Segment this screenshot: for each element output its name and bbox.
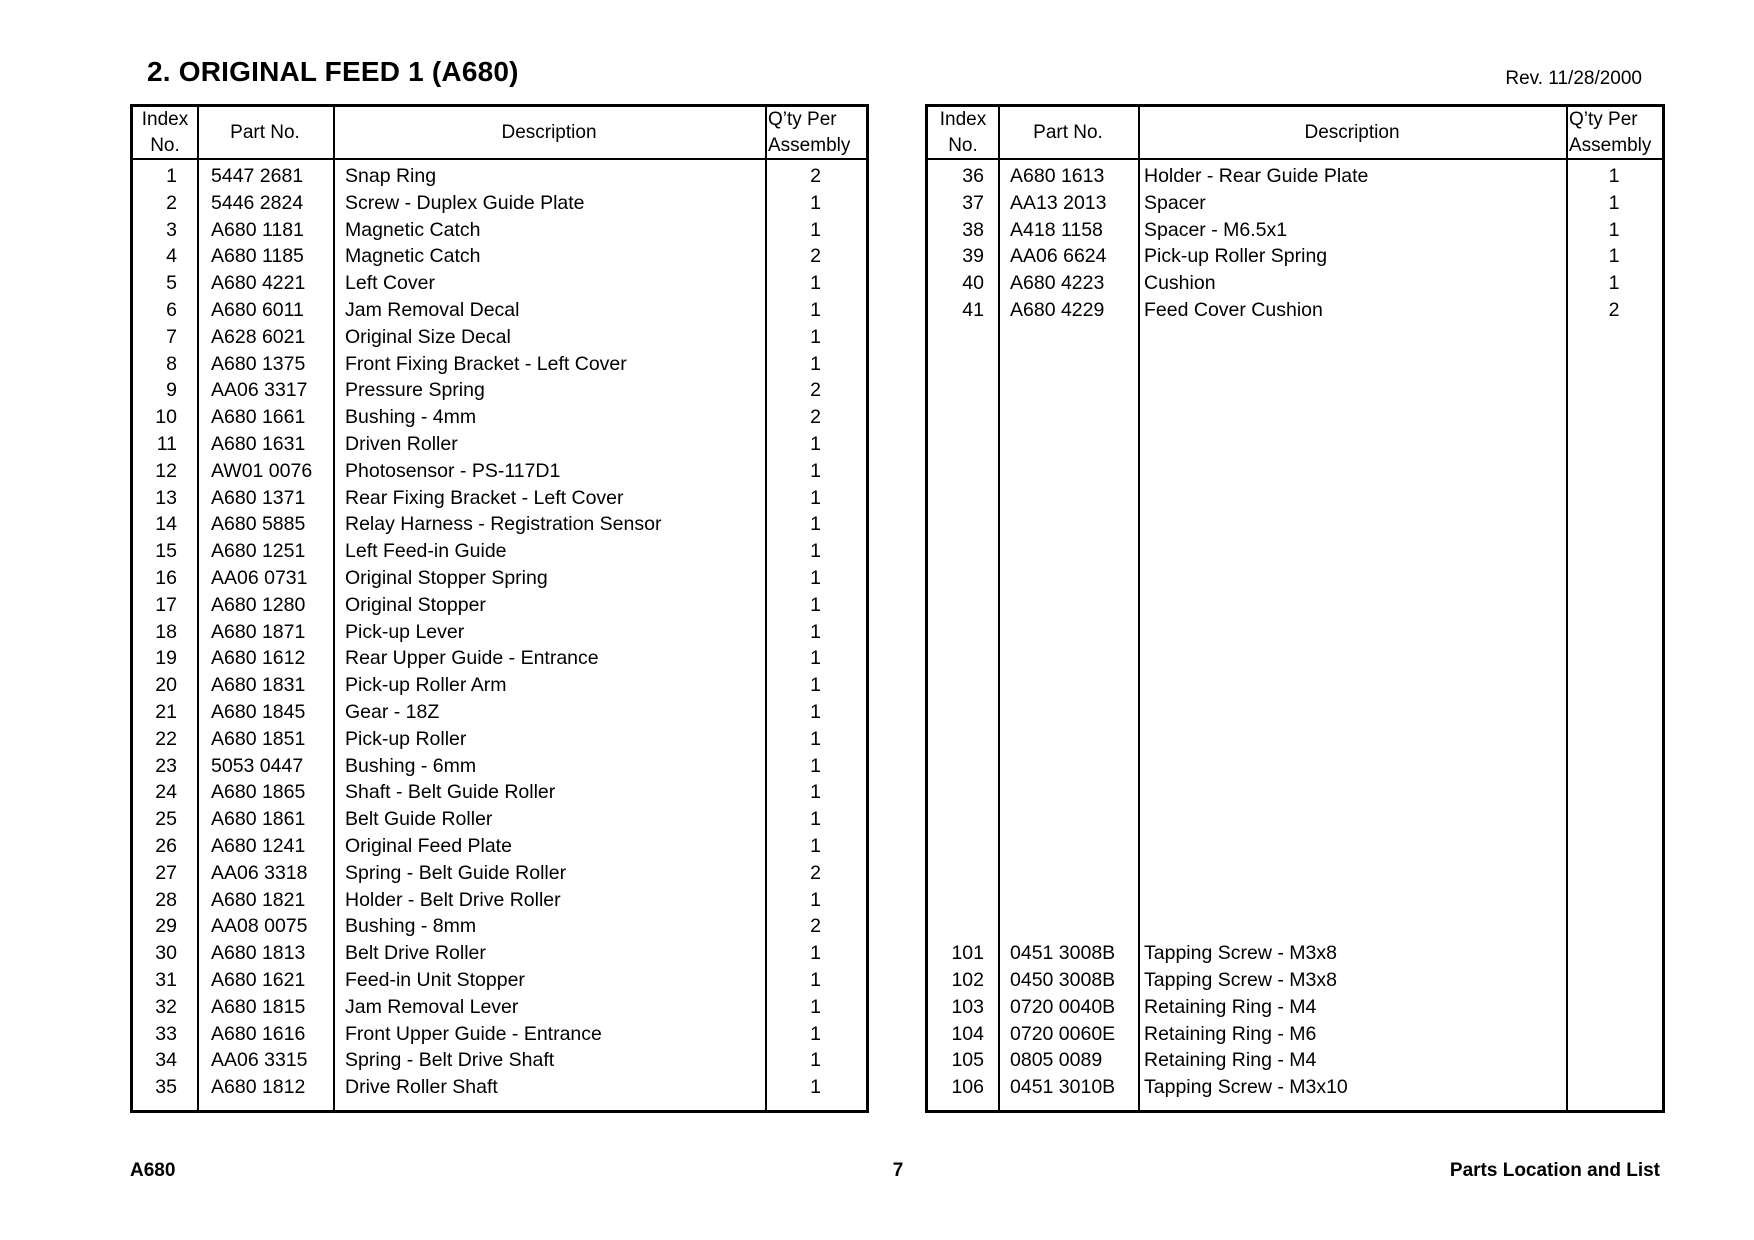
- table-row: [928, 967, 1662, 994]
- table-row: [133, 485, 866, 512]
- cell-part-no: A680 1812: [211, 1076, 306, 1099]
- cell-qty: 1: [810, 218, 821, 241]
- table-row: [133, 431, 866, 458]
- cell-description: Pressure Spring: [345, 379, 485, 402]
- empty-row: [928, 458, 1662, 485]
- table-row: [928, 163, 1662, 190]
- table-row: [133, 377, 866, 404]
- cell-part-no: 5447 2681: [211, 165, 304, 187]
- cell-index: 102: [951, 968, 984, 991]
- cell-index: 36: [962, 165, 984, 187]
- table-row: [928, 1047, 1662, 1074]
- table-row: [133, 1047, 866, 1074]
- empty-row: [928, 887, 1662, 914]
- cell-index: 26: [155, 834, 177, 857]
- cell-index: 35: [155, 1076, 177, 1099]
- parts-table-right: [925, 104, 1665, 1113]
- header-part-no: Part No.: [230, 121, 300, 143]
- cell-index: 20: [155, 674, 177, 697]
- table-row: [133, 940, 866, 967]
- header-qty: [765, 107, 866, 158]
- cell-index: 28: [155, 888, 177, 911]
- table-row: [133, 967, 866, 994]
- cell-index: 30: [155, 942, 177, 965]
- cell-part-no: A680 4229: [1010, 298, 1105, 321]
- cell-description: Drive Roller Shaft: [345, 1076, 498, 1099]
- cell-part-no: 0451 3010B: [1010, 1076, 1116, 1099]
- table-row: [133, 619, 866, 646]
- cell-part-no: A680 1861: [211, 808, 306, 831]
- table-row: [133, 592, 866, 619]
- cell-part-no: 0450 3008B: [1010, 968, 1116, 991]
- table-row: [133, 404, 866, 431]
- cell-part-no: A680 1815: [211, 995, 306, 1018]
- cell-part-no: A680 1181: [211, 218, 304, 241]
- cell-description: Tapping Screw - M3x10: [1144, 1076, 1348, 1099]
- cell-index: 39: [962, 245, 984, 268]
- cell-qty: 1: [810, 674, 821, 697]
- cell-part-no: 0451 3008B: [1010, 942, 1116, 965]
- empty-row: [928, 753, 1662, 780]
- cell-index: 7: [166, 325, 177, 348]
- cell-part-no: AA06 0731: [211, 566, 308, 589]
- cell-part-no: AA06 6624: [1010, 245, 1107, 268]
- table-row: [133, 324, 866, 351]
- empty-row: [928, 404, 1662, 431]
- footer-section: Parts Location and List: [1449, 1160, 1660, 1181]
- cell-description: Spring - Belt Drive Shaft: [345, 1049, 555, 1072]
- empty-row: [928, 538, 1662, 565]
- cell-description: Jam Removal Decal: [345, 298, 520, 321]
- cell-part-no: A680 1251: [211, 540, 306, 563]
- empty-row: [928, 726, 1662, 753]
- cell-index: 12: [155, 459, 177, 482]
- table-row: [133, 806, 866, 833]
- cell-description: Spring - Belt Guide Roller: [345, 861, 567, 884]
- cell-description: Magnetic Catch: [345, 245, 481, 268]
- cell-part-no: A628 6021: [211, 325, 306, 348]
- cell-description: Bushing - 8mm: [345, 915, 477, 938]
- cell-description: Holder - Rear Guide Plate: [1144, 165, 1369, 187]
- table-row: [133, 351, 866, 378]
- table-row: [133, 243, 866, 270]
- table-row: [133, 779, 866, 806]
- cell-description: Shaft - Belt Guide Roller: [345, 781, 556, 804]
- parts-table-left: [130, 104, 869, 1113]
- cell-description: Magnetic Catch: [345, 218, 481, 241]
- empty-row: [928, 592, 1662, 619]
- table-row: [928, 297, 1662, 324]
- cell-description: Pick-up Roller Spring: [1144, 245, 1328, 268]
- cell-qty: 1: [810, 459, 821, 482]
- cell-part-no: A680 1865: [211, 781, 306, 804]
- table-row: [133, 297, 866, 324]
- footer-page-number: 7: [892, 1160, 904, 1181]
- cell-part-no: A680 4221: [211, 272, 306, 295]
- cell-part-no: A680 1612: [211, 647, 306, 670]
- empty-row: [928, 351, 1662, 378]
- header-qty: [1566, 107, 1662, 158]
- cell-index: 6: [166, 298, 177, 321]
- cell-description: Retaining Ring - M4: [1144, 1049, 1317, 1072]
- cell-index: 16: [155, 566, 177, 589]
- cell-index: 2: [166, 191, 177, 214]
- cell-qty: 1: [810, 272, 821, 295]
- cell-part-no: A680 1845: [211, 700, 306, 723]
- table-row: [133, 1021, 866, 1048]
- cell-part-no: 0720 0060E: [1010, 1022, 1116, 1045]
- cell-part-no: A418 1158: [1010, 218, 1103, 241]
- cell-qty: 1: [810, 566, 821, 589]
- cell-index: 103: [951, 995, 984, 1018]
- empty-row: [928, 860, 1662, 887]
- empty-row: [928, 565, 1662, 592]
- cell-part-no: A680 6011: [211, 298, 304, 321]
- cell-qty: 2: [810, 165, 821, 187]
- header-description: Description: [501, 121, 597, 143]
- cell-qty: 1: [810, 191, 821, 214]
- cell-index: 11: [156, 432, 177, 455]
- table-row: [133, 645, 866, 672]
- table-row: [928, 217, 1662, 244]
- cell-description: Screw - Duplex Guide Plate: [345, 191, 585, 214]
- empty-row: [928, 806, 1662, 833]
- cell-index: 10: [155, 406, 177, 429]
- cell-description: Relay Harness - Registration Sensor: [345, 513, 662, 536]
- cell-qty: 1: [810, 808, 821, 831]
- cell-description: Original Size Decal: [345, 325, 511, 348]
- cell-description: Holder - Belt Drive Roller: [345, 888, 561, 911]
- empty-row: [928, 645, 1662, 672]
- table-row: [133, 1074, 866, 1101]
- cell-description: Original Feed Plate: [345, 834, 512, 857]
- cell-index: 14: [155, 513, 177, 536]
- cell-description: Bushing - 4mm: [345, 406, 477, 429]
- table-row: [928, 1074, 1662, 1101]
- cell-qty: 1: [810, 942, 821, 965]
- table-row: [133, 458, 866, 485]
- cell-description: Jam Removal Lever: [345, 995, 519, 1018]
- header-qty-line1: Q’ty Per: [1569, 108, 1638, 130]
- empty-row: [928, 377, 1662, 404]
- cell-description: Cushion: [1144, 272, 1216, 295]
- cell-index: 31: [155, 968, 177, 991]
- cell-description: Front Upper Guide - Entrance: [345, 1022, 602, 1045]
- table-row: [928, 190, 1662, 217]
- page-title: 2. ORIGINAL FEED 1 (A680): [147, 56, 519, 87]
- table-row: [133, 753, 866, 780]
- cell-qty: 1: [810, 298, 821, 321]
- cell-index: 13: [155, 486, 177, 509]
- cell-description: Belt Drive Roller: [345, 942, 486, 965]
- table-row: [133, 270, 866, 297]
- table-row: [133, 860, 866, 887]
- empty-row: [928, 431, 1662, 458]
- cell-description: Retaining Ring - M6: [1144, 1022, 1317, 1045]
- cell-description: Feed Cover Cushion: [1144, 298, 1323, 321]
- empty-row: [928, 913, 1662, 940]
- header-qty-line2: Assembly: [1569, 134, 1652, 156]
- cell-index: 104: [951, 1022, 984, 1045]
- cell-description: Gear - 18Z: [345, 700, 440, 723]
- empty-row: [928, 485, 1662, 512]
- header-index: [928, 107, 998, 158]
- cell-index: 29: [155, 915, 177, 938]
- empty-row: [928, 833, 1662, 860]
- cell-part-no: A680 1871: [211, 620, 306, 643]
- cell-part-no: A680 1185: [211, 245, 304, 268]
- cell-qty: 1: [810, 700, 821, 723]
- cell-index: 32: [155, 995, 177, 1018]
- cell-part-no: A680 5885: [211, 513, 306, 536]
- cell-part-no: AA06 3317: [211, 379, 308, 402]
- cell-qty: 1: [1608, 272, 1620, 295]
- cell-index: 41: [962, 298, 984, 321]
- cell-description: Feed-in Unit Stopper: [345, 968, 525, 991]
- cell-qty: 1: [810, 647, 821, 670]
- cell-qty: 1: [1608, 218, 1620, 241]
- cell-description: Rear Fixing Bracket - Left Cover: [345, 486, 624, 509]
- cell-index: 38: [962, 218, 984, 241]
- header-divider: [928, 158, 1662, 160]
- cell-qty: 1: [810, 1022, 821, 1045]
- cell-qty: 2: [810, 406, 821, 429]
- cell-part-no: 5446 2824: [211, 191, 304, 214]
- cell-qty: 2: [810, 379, 821, 402]
- header-index-line1: Index: [939, 108, 987, 130]
- cell-index: 106: [951, 1076, 984, 1099]
- footer-model: A680: [130, 1160, 176, 1181]
- cell-qty: 1: [810, 593, 821, 616]
- cell-qty: 1: [810, 540, 821, 563]
- cell-part-no: AA06 3318: [211, 861, 308, 884]
- cell-description: Front Fixing Bracket - Left Cover: [345, 352, 627, 375]
- cell-index: 19: [155, 647, 177, 670]
- header-divider: [133, 158, 866, 160]
- cell-description: Driven Roller: [345, 432, 458, 455]
- table-row: [133, 511, 866, 538]
- table-row: [133, 538, 866, 565]
- table-row: [928, 243, 1662, 270]
- cell-part-no: A680 1821: [211, 888, 306, 911]
- table-row: [928, 940, 1662, 967]
- cell-qty: 1: [810, 968, 821, 991]
- cell-part-no: A680 1621: [211, 968, 306, 991]
- cell-part-no: A680 1813: [211, 942, 306, 965]
- cell-index: 101: [951, 942, 984, 965]
- cell-qty: 2: [810, 245, 821, 268]
- cell-qty: 1: [810, 325, 821, 348]
- cell-qty: 1: [810, 727, 821, 750]
- cell-qty: 1: [810, 513, 821, 536]
- cell-qty: 1: [810, 486, 821, 509]
- cell-index: 9: [166, 379, 177, 402]
- cell-part-no: A680 1831: [211, 674, 306, 697]
- cell-qty: 1: [810, 352, 821, 375]
- header-index-line2: No.: [150, 134, 180, 156]
- cell-description: Left Feed-in Guide: [345, 540, 507, 563]
- cell-part-no: AW01 0076: [211, 459, 313, 482]
- cell-part-no: 0805 0089: [1010, 1049, 1103, 1072]
- cell-description: Photosensor - PS-117D1: [345, 459, 561, 482]
- table-row: [133, 190, 866, 217]
- cell-description: Belt Guide Roller: [345, 808, 493, 831]
- table-row: [133, 217, 866, 244]
- cell-index: 105: [951, 1049, 984, 1072]
- table-row: [133, 163, 866, 190]
- cell-description: Left Cover: [345, 272, 435, 295]
- cell-index: 25: [155, 808, 177, 831]
- cell-description: Pick-up Lever: [345, 620, 465, 643]
- table-row: [928, 994, 1662, 1021]
- table-row: [133, 887, 866, 914]
- table-body: [928, 163, 1662, 1101]
- header-qty-line1: Q’ty Per: [768, 108, 837, 130]
- header-qty-line2: Assembly: [768, 134, 851, 156]
- cell-part-no: 5053 0447: [211, 754, 304, 777]
- cell-index: 23: [155, 754, 177, 777]
- cell-description: Bushing - 6mm: [345, 754, 477, 777]
- cell-qty: 1: [810, 888, 821, 911]
- cell-qty: 2: [810, 861, 821, 884]
- cell-qty: 1: [810, 995, 821, 1018]
- table-row: [133, 994, 866, 1021]
- cell-part-no: 0720 0040B: [1010, 995, 1116, 1018]
- table-row: [133, 699, 866, 726]
- table-row: [928, 1021, 1662, 1048]
- cell-qty: 1: [810, 620, 821, 643]
- cell-index: 21: [155, 700, 177, 723]
- cell-description: Original Stopper Spring: [345, 566, 548, 589]
- cell-part-no: A680 1371: [211, 486, 306, 509]
- cell-index: 1: [166, 165, 177, 187]
- empty-row: [928, 511, 1662, 538]
- cell-qty: 1: [810, 1076, 821, 1099]
- cell-description: Pick-up Roller Arm: [345, 674, 507, 697]
- table-row: [133, 913, 866, 940]
- empty-row: [928, 779, 1662, 806]
- cell-qty: 2: [810, 915, 821, 938]
- cell-description: Pick-up Roller: [345, 727, 467, 750]
- cell-qty: 1: [810, 432, 821, 455]
- cell-qty: 1: [810, 834, 821, 857]
- table-body: [133, 163, 866, 1101]
- cell-part-no: AA13 2013: [1010, 191, 1107, 214]
- cell-index: 24: [155, 781, 177, 804]
- cell-part-no: A680 1241: [211, 834, 306, 857]
- cell-part-no: A680 1661: [211, 406, 306, 429]
- cell-description: Rear Upper Guide - Entrance: [345, 647, 599, 670]
- table-row: [133, 833, 866, 860]
- cell-index: 17: [155, 593, 177, 616]
- empty-row: [928, 699, 1662, 726]
- cell-index: 33: [155, 1022, 177, 1045]
- table-row: [928, 270, 1662, 297]
- cell-index: 15: [155, 540, 177, 563]
- table-row: [133, 726, 866, 753]
- cell-qty: 2: [1608, 298, 1620, 321]
- cell-qty: 1: [810, 1049, 821, 1072]
- cell-qty: 1: [1608, 245, 1620, 268]
- cell-description: Tapping Screw - M3x8: [1144, 968, 1337, 991]
- cell-index: 27: [155, 861, 177, 884]
- cell-part-no: AA08 0075: [211, 915, 308, 938]
- cell-part-no: A680 1280: [211, 593, 306, 616]
- cell-index: 5: [166, 272, 177, 295]
- empty-row: [928, 324, 1662, 351]
- cell-part-no: A680 1613: [1010, 165, 1105, 187]
- cell-index: 18: [155, 620, 177, 643]
- cell-description: Tapping Screw - M3x8: [1144, 942, 1337, 965]
- cell-index: 37: [962, 191, 984, 214]
- cell-qty: 1: [810, 754, 821, 777]
- cell-part-no: A680 1616: [211, 1022, 306, 1045]
- cell-description: Spacer: [1144, 191, 1206, 214]
- header-index-line1: Index: [141, 108, 189, 130]
- table-row: [133, 565, 866, 592]
- cell-part-no: A680 4223: [1010, 272, 1105, 295]
- cell-description: Original Stopper: [345, 593, 486, 616]
- revision-date: Rev. 11/28/2000: [1505, 68, 1642, 89]
- empty-row: [928, 619, 1662, 646]
- cell-qty: 1: [1608, 191, 1620, 214]
- cell-part-no: AA06 3315: [211, 1049, 308, 1072]
- cell-index: 40: [962, 272, 984, 295]
- cell-index: 8: [166, 352, 177, 375]
- cell-index: 3: [166, 218, 177, 241]
- table-row: [133, 672, 866, 699]
- cell-description: Snap Ring: [345, 165, 437, 187]
- cell-part-no: A680 1375: [211, 352, 306, 375]
- cell-description: Retaining Ring - M4: [1144, 995, 1317, 1018]
- empty-row: [928, 672, 1662, 699]
- cell-qty: 1: [1608, 165, 1620, 187]
- header-index-line2: No.: [948, 134, 978, 156]
- cell-part-no: A680 1851: [211, 727, 306, 750]
- header-index: [133, 107, 197, 158]
- cell-index: 4: [166, 245, 177, 268]
- cell-index: 22: [155, 727, 177, 750]
- header-description: Description: [1304, 121, 1400, 143]
- cell-qty: 1: [810, 781, 821, 804]
- header-part-no: Part No.: [1033, 121, 1103, 143]
- cell-part-no: A680 1631: [211, 432, 306, 455]
- cell-description: Spacer - M6.5x1: [1144, 218, 1288, 241]
- cell-index: 34: [155, 1049, 177, 1072]
